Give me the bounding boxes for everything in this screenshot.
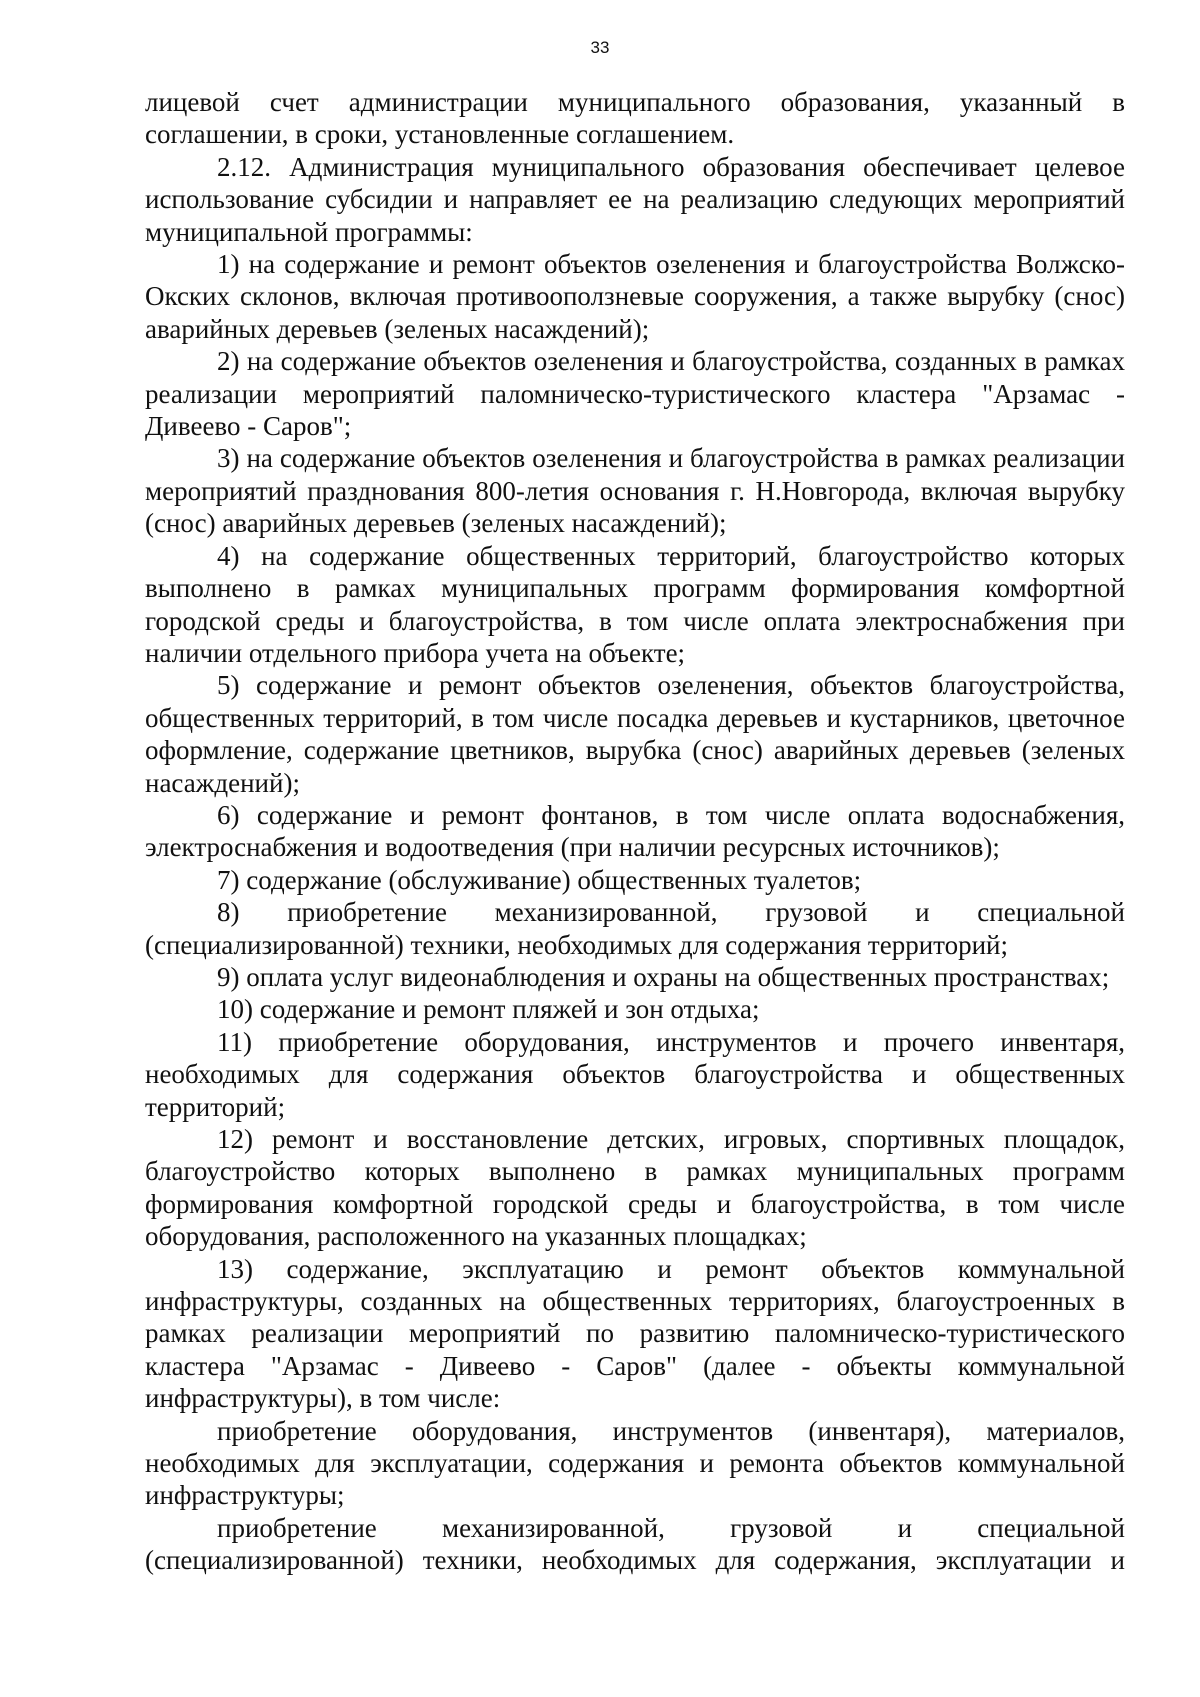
list-item: 11) приобретение оборудования, инструментов и прочего инвентаря, необходимых для содержания объектов благоустройства и общественных территорий; <box>145 1026 1125 1122</box>
list-item: 7) содержание (обслуживание) общественных туалетов; <box>217 864 862 895</box>
paragraph: 2.12. Администрация муниципального образования обеспечивает целевое использование субсидии и направляет ее на реализацию следующих мероприятий муниципальной программы: <box>145 151 1125 247</box>
list-item: 2) на содержание объектов озеленения и благоустройства, созданных в рамках реализации мероприятий паломническо-туристического кластера "Арзамас - Дивеево - Саров"; <box>145 346 1125 442</box>
list-item: 3) на содержание объектов озеленения и благоустройства в рамках реализации мероприятий празднования 800-летия основания г. Н.Новгорода, включая вырубку (снос) аварийных деревьев (зеленых насаждений); <box>145 443 1125 539</box>
list-item: 8) приобретение механизированной, грузовой и специальной (специализированной) техники, необходимых для содержания территорий; <box>145 897 1125 960</box>
list-item: 6) содержание и ремонт фонтанов, в том числе оплата водоснабжения, электроснабжения и водоотведения (при наличии ресурсных источников); <box>145 799 1125 863</box>
list-item: 4) на содержание общественных территорий, благоустройство которых выполнено в рамках муниципальных программ формирования комфортной городской среды и благоустройства, в том числе оплата электроснабжения при наличии отдельного прибора учета на объекте; <box>145 540 1125 668</box>
document-body <box>145 86 1125 1577</box>
paragraph: лицевой счет администрации муниципального образования, указанный в соглашении, в сроки, установленные соглашением. <box>145 87 1125 150</box>
list-item: 12) ремонт и восстановление детских, игровых, спортивных площадок, благоустройство которых выполнено в рамках муниципальных программ формирования комфортной городской среды и благоустройства, в том числе оборудования, расположенного на указанных площадках; <box>145 1124 1125 1252</box>
sub-paragraph: приобретение оборудования, инструментов (инвентаря), материалов, необходимых для эксплуатации, содержания и ремонта объектов коммунальной инфраструктуры; <box>145 1415 1125 1511</box>
list-item: 9) оплата услуг видеонаблюдения и охраны на общественных пространствах; <box>217 961 1110 992</box>
page-number: 33 <box>590 38 610 57</box>
list-item: 13) содержание, эксплуатацию и ремонт объектов коммунальной инфраструктуры, созданных на общественных территориях, благоустроенных в рамках реализации мероприятий по развитию паломническо-туристического кластера "Арзамас - Дивеево - Саров" (далее - объекты коммунальной инфраструктуры), в том числе: <box>145 1253 1125 1414</box>
sub-paragraph: приобретение механизированной, грузовой и специальной (специализированной) техники, необходимых для содержания, эксплуатации и <box>145 1512 1125 1576</box>
list-item: 10) содержание и ремонт пляжей и зон отдыха; <box>217 994 760 1025</box>
list-item: 1) на содержание и ремонт объектов озеленения и благоустройства Волжско-Окских склонов, включая противооползневые сооружения, а также вырубку (снос) аварийных деревьев (зеленых насаждений); <box>145 249 1125 344</box>
list-item: 5) содержание и ремонт объектов озеленения, объектов благоустройства, общественных территорий, в том числе посадка деревьев и кустарников, цветочное оформление, содержание цветников, вырубка (снос) аварийных деревьев (зеленых насаждений); <box>145 670 1125 798</box>
